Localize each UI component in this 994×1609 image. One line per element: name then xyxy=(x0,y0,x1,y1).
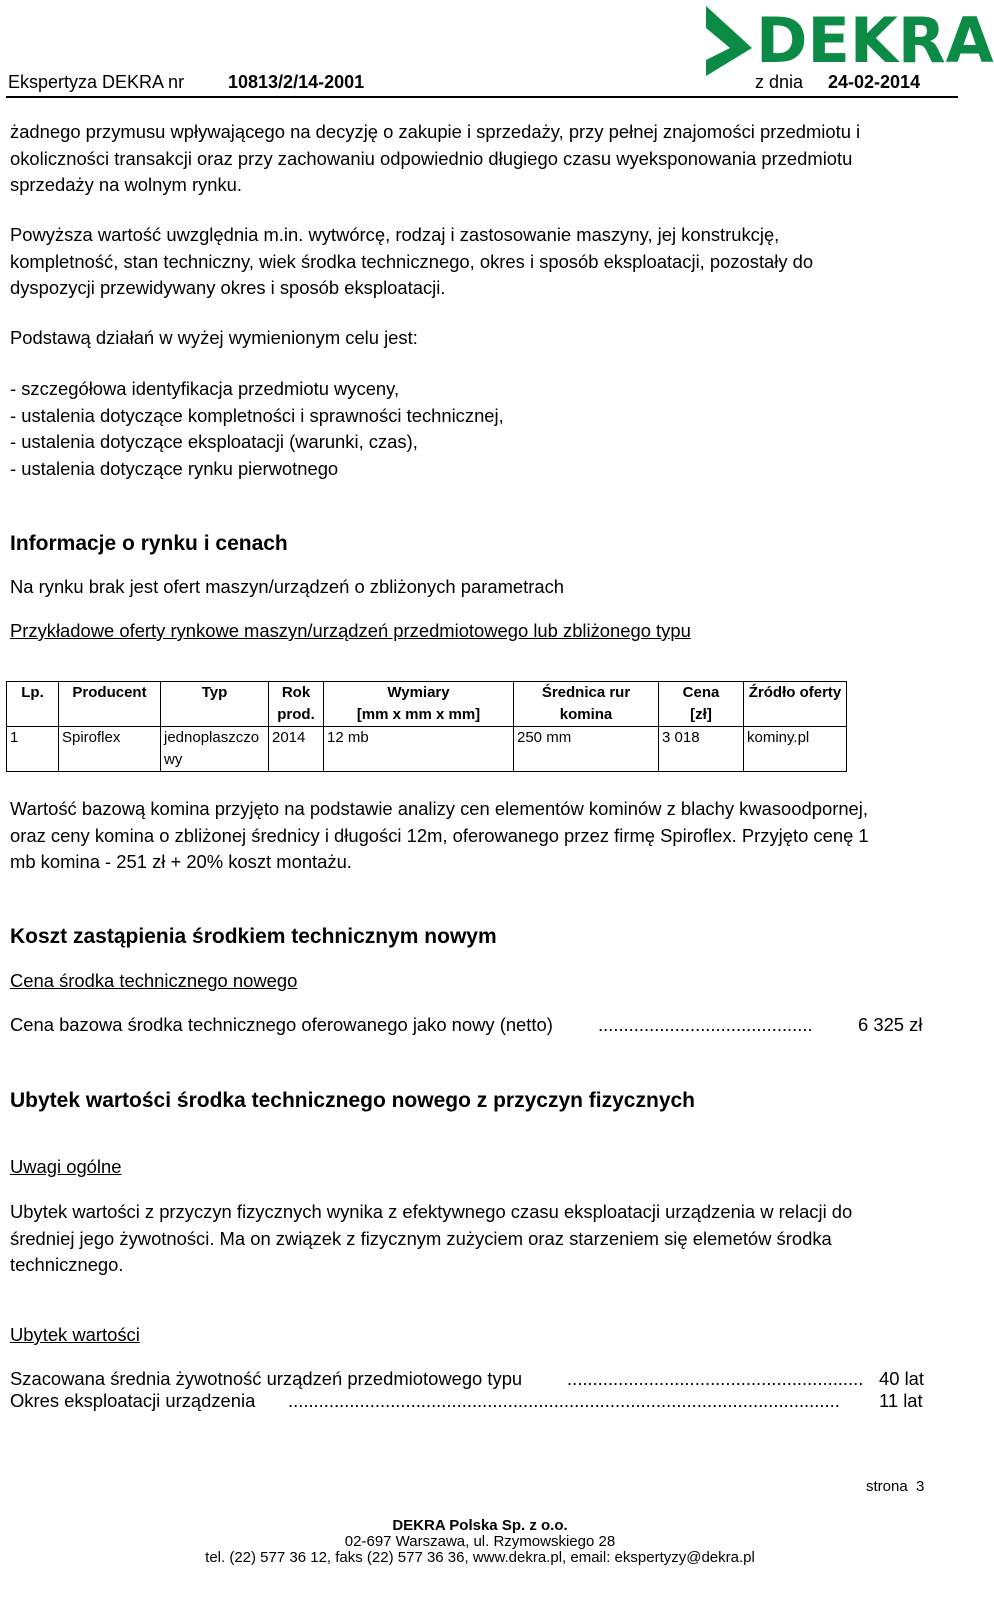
cell-lp: 1 xyxy=(7,727,59,772)
cell-rok: 2014 xyxy=(269,727,324,772)
general-paragraph xyxy=(10,1199,852,1279)
col-producent: Producent xyxy=(59,682,161,727)
text-line: Ubytek wartości z przyczyn fizycznych wynika z efektywnego czasu eksploatacji urządzenia w relacji do xyxy=(10,1201,853,1222)
text-line: kompletność, stan techniczny, wiek środka technicznego, okres i sposób eksploatacji, pozostały do xyxy=(10,250,814,272)
intro-paragraph-3: Podstawą działań w wyżej wymienionym celu jest: xyxy=(10,327,418,348)
loss-heading: Ubytek wartości środka technicznego nowego z przyczyn fizycznych xyxy=(10,1089,696,1112)
text-line: Powyższa wartość uwzględnia m.in. wytwórcę, rodzaj i zastosowanie maszyny, jej konstrukcję, xyxy=(10,224,780,245)
report-label: Ekspertyza DEKRA nr xyxy=(8,72,185,92)
value-loss-subheading: Ubytek wartości xyxy=(10,1324,140,1345)
report-date: 24-02-2014 xyxy=(828,72,921,92)
logo-wordmark: DEKRA xyxy=(756,4,994,77)
col-cena: Cena [zł] xyxy=(659,682,744,727)
cell-srednica: 250 mm xyxy=(514,727,659,772)
base-price-dots: .......................................... xyxy=(598,1014,813,1035)
text-line: oraz ceny komina o zbliżonej średnicy i długości 12m, oferowanego przez firmę Spiroflex. Przyjęto cenę 1 xyxy=(10,824,869,846)
intro-paragraph-1 xyxy=(10,119,860,199)
page-number-value: 3 xyxy=(916,1478,925,1495)
table-row xyxy=(7,727,847,772)
date-label: z dnia xyxy=(755,72,804,92)
lifetime-dots: .......................................................... xyxy=(567,1368,864,1389)
market-heading: Informacje o rynku i cenach xyxy=(10,532,288,555)
header-divider xyxy=(6,96,958,98)
text-line: technicznego. xyxy=(10,1254,124,1275)
basis-list xyxy=(10,376,504,482)
list-item: - ustalenia dotyczące eksploatacji (warunki, czas), xyxy=(10,431,418,452)
report-number: 10813/2/14-2001 xyxy=(228,72,365,92)
base-price-value: 6 325 zł xyxy=(858,1014,923,1035)
general-subheading: Uwagi ogólne xyxy=(10,1156,122,1177)
operation-period-value: 11 lat xyxy=(879,1390,923,1411)
operation-period-dots: ............................................................................................................ xyxy=(288,1390,840,1411)
text-line: okoliczności transakcji oraz przy zachowaniu odpowiednio długiego czasu wyeksponowania przedmiotu xyxy=(10,147,853,169)
list-item: - ustalenia dotyczące kompletności i sprawności technicznej, xyxy=(10,404,504,426)
replacement-heading: Koszt zastąpienia środkiem technicznym nowym xyxy=(10,925,497,948)
text-line: dyspozycji przewidywany okres i sposób eksploatacji. xyxy=(10,277,446,298)
dekra-logo-mark-icon xyxy=(698,4,758,80)
text-line: mb komina - 251 zł + 20% koszt montażu. xyxy=(10,851,352,872)
cell-zrodlo: kominy.pl xyxy=(744,727,847,772)
cell-producent: Spiroflex xyxy=(59,727,161,772)
text-line: Wartość bazową komina przyjęto na podstawie analizy cen elementów kominów z blachy kwasoodpornej, xyxy=(10,798,868,819)
operation-period-label: Okres eksploatacji urządzenia xyxy=(10,1390,256,1411)
col-zrodlo: Źródło oferty xyxy=(744,682,847,727)
cell-cena: 3 018 xyxy=(659,727,744,772)
footer-company: DEKRA Polska Sp. z o.o. xyxy=(392,1517,568,1534)
page-number xyxy=(866,1478,924,1495)
lifetime-label: Szacowana średnia żywotność urządzeń przedmiotowego typu xyxy=(10,1368,523,1389)
col-srednica: Średnica rur komina xyxy=(514,682,659,727)
basis-paragraph xyxy=(10,796,869,876)
page-label: strona xyxy=(866,1478,908,1495)
market-note: Na rynku brak jest ofert maszyn/urządzeń o zbliżonych parametrach xyxy=(10,576,565,597)
market-subheading: Przykładowe oferty rynkowe maszyn/urządzeń przedmiotowego lub zbliżonego typu xyxy=(10,620,691,641)
offers-table xyxy=(6,681,847,772)
cell-wymiary: 12 mb xyxy=(324,727,514,772)
col-lp: Lp. xyxy=(7,682,59,727)
list-item: - szczegółowa identyfikacja przedmiotu wyceny, xyxy=(10,378,400,399)
table-header-row xyxy=(7,682,847,727)
replacement-subheading: Cena środka technicznego nowego xyxy=(10,970,298,991)
footer-address: 02-697 Warszawa, ul. Rzymowskiego 28 xyxy=(344,1533,616,1550)
footer-contact: tel. (22) 577 36 12, faks (22) 577 36 36, www.dekra.pl, email: ekspertyzy@dekra.pl xyxy=(205,1549,755,1566)
cell-typ: jednoplaszczowy xyxy=(161,727,269,772)
text-line: żadnego przymusu wpływającego na decyzję o zakupie i sprzedaży, przy pełnej znajomości przedmiotu i xyxy=(10,121,861,142)
col-typ: Typ xyxy=(161,682,269,727)
col-rok: Rok prod. xyxy=(269,682,324,727)
list-item: - ustalenia dotyczące rynku pierwotnego xyxy=(10,457,339,479)
text-line: średniej jego żywotności. Ma on związek z fizycznym zużyciem oraz starzeniem się elemetów środka xyxy=(10,1227,832,1249)
col-wymiary: Wymiary [mm x mm x mm] xyxy=(324,682,514,727)
intro-paragraph-2 xyxy=(10,222,813,302)
text-line: sprzedaży na wolnym rynku. xyxy=(10,174,243,195)
lifetime-value: 40 lat xyxy=(879,1368,924,1389)
base-price-label: Cena bazowa środka technicznego oferowanego jako nowy (netto) xyxy=(10,1014,553,1035)
